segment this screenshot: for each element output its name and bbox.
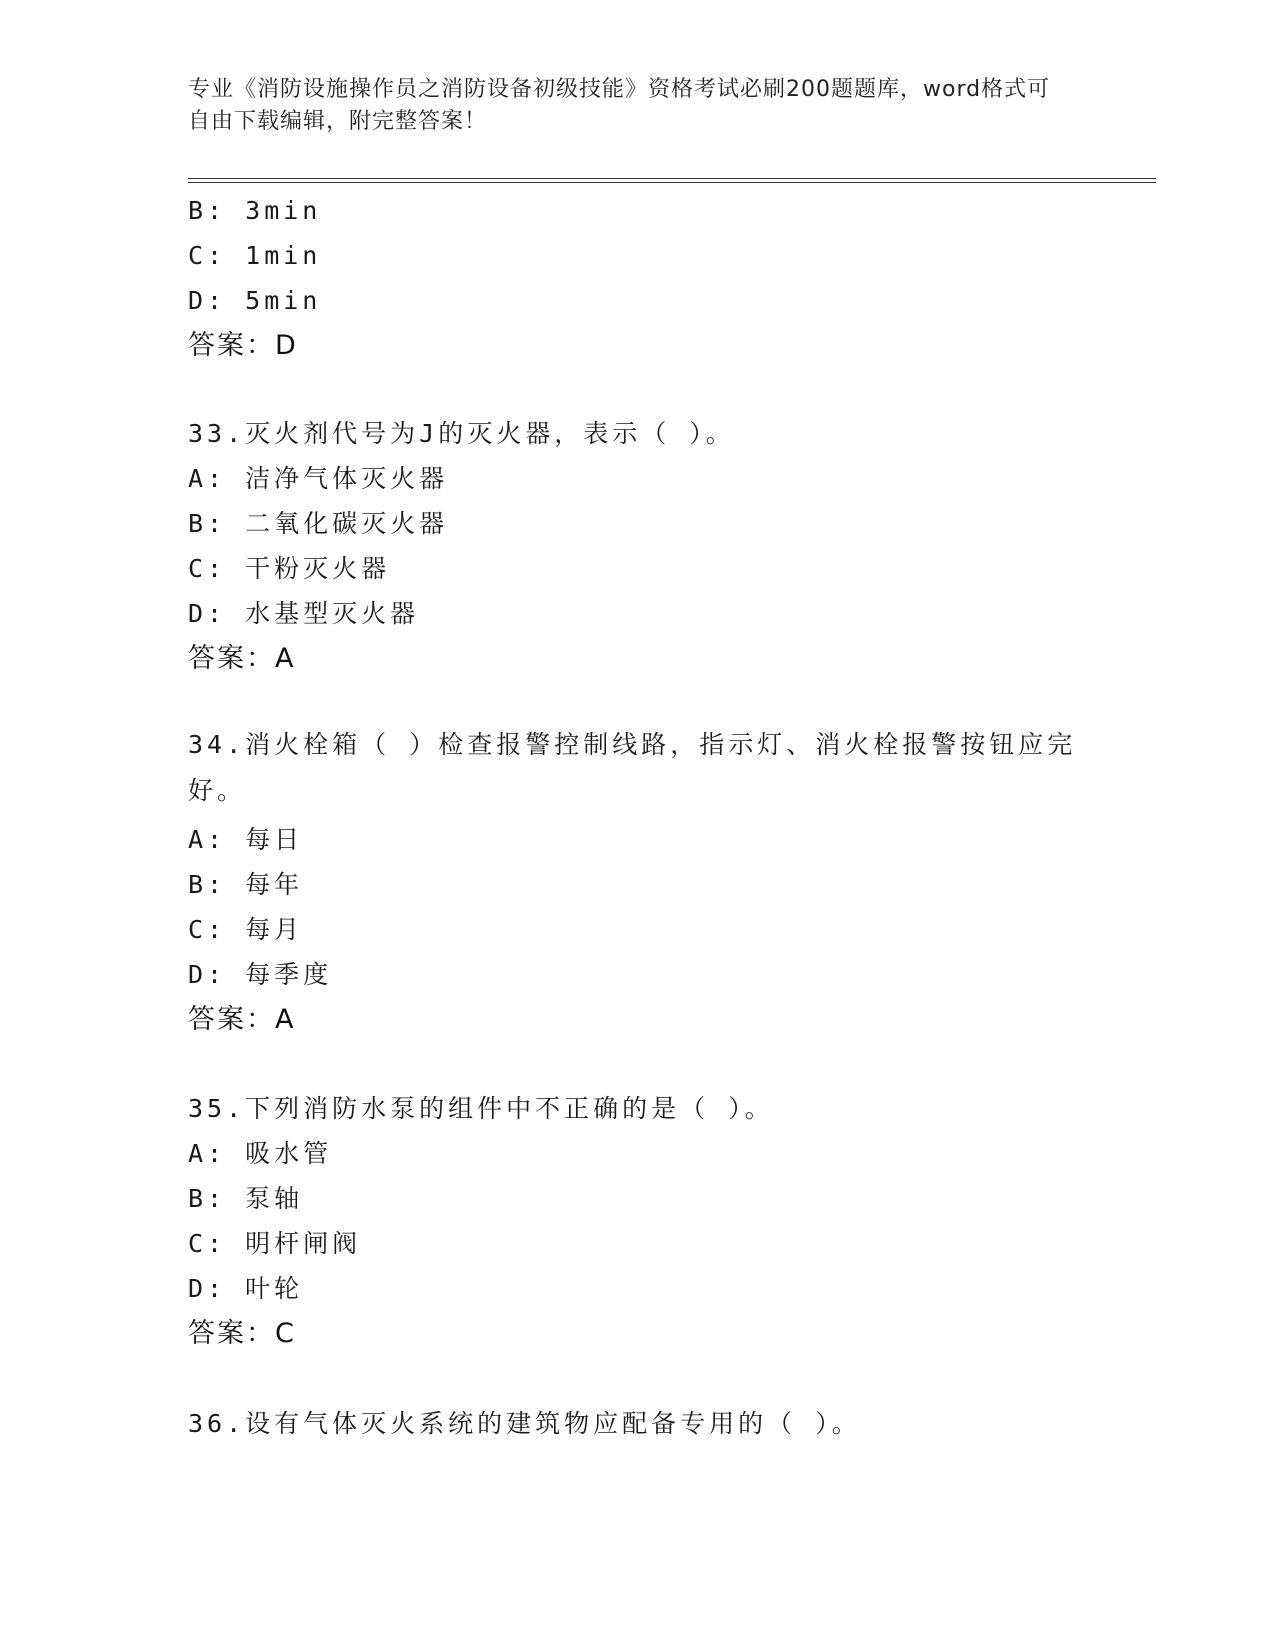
answer-line: 答案：A [188,643,296,674]
option-d: D: 水基型灭火器 [188,599,420,628]
option-a: A: 吸水管 [188,1139,333,1168]
question-stem: 36.设有气体灭火系统的建筑物应配备专用的（ ）。 [188,1409,861,1438]
option-c: C: 干粉灭火器 [188,554,391,583]
option-b: B: 二氧化碳灭火器 [188,509,449,538]
option-d: D: 每季度 [188,960,333,989]
option-c: C: 每月 [188,915,304,944]
option-c: C: 1min [188,241,322,270]
header-rule-bottom [188,182,1156,183]
question-stem: 34.消火栓箱（ ）检查报警控制线路，指示灯、消火栓报警按钮应完好。 [188,730,1077,805]
option-d: D: 5min [188,286,322,315]
question-stem: 35.下列消防水泵的组件中不正确的是（ ）。 [188,1094,774,1123]
option-c: C: 明杆闸阀 [188,1229,362,1258]
document-header: 专业《消防设施操作员之消防设备初级技能》资格考试必刷200题题库，word格式可自由下载编辑，附完整答案！ [188,77,1051,134]
option-a: A: 洁净气体灭火器 [188,464,449,493]
option-b: B: 泵轴 [188,1184,304,1213]
option-b: B: 3min [188,196,322,225]
answer-line: 答案：A [188,1004,296,1035]
option-a: A: 每日 [188,825,304,854]
question-stem: 33.灭火剂代号为J的灭火器，表示（ ）。 [188,419,735,448]
option-b: B: 每年 [188,870,304,899]
option-d: D: 叶轮 [188,1274,304,1303]
answer-line: 答案：C [188,1318,296,1349]
header-rule-top [188,178,1156,179]
answer-line: 答案：D [188,330,298,361]
